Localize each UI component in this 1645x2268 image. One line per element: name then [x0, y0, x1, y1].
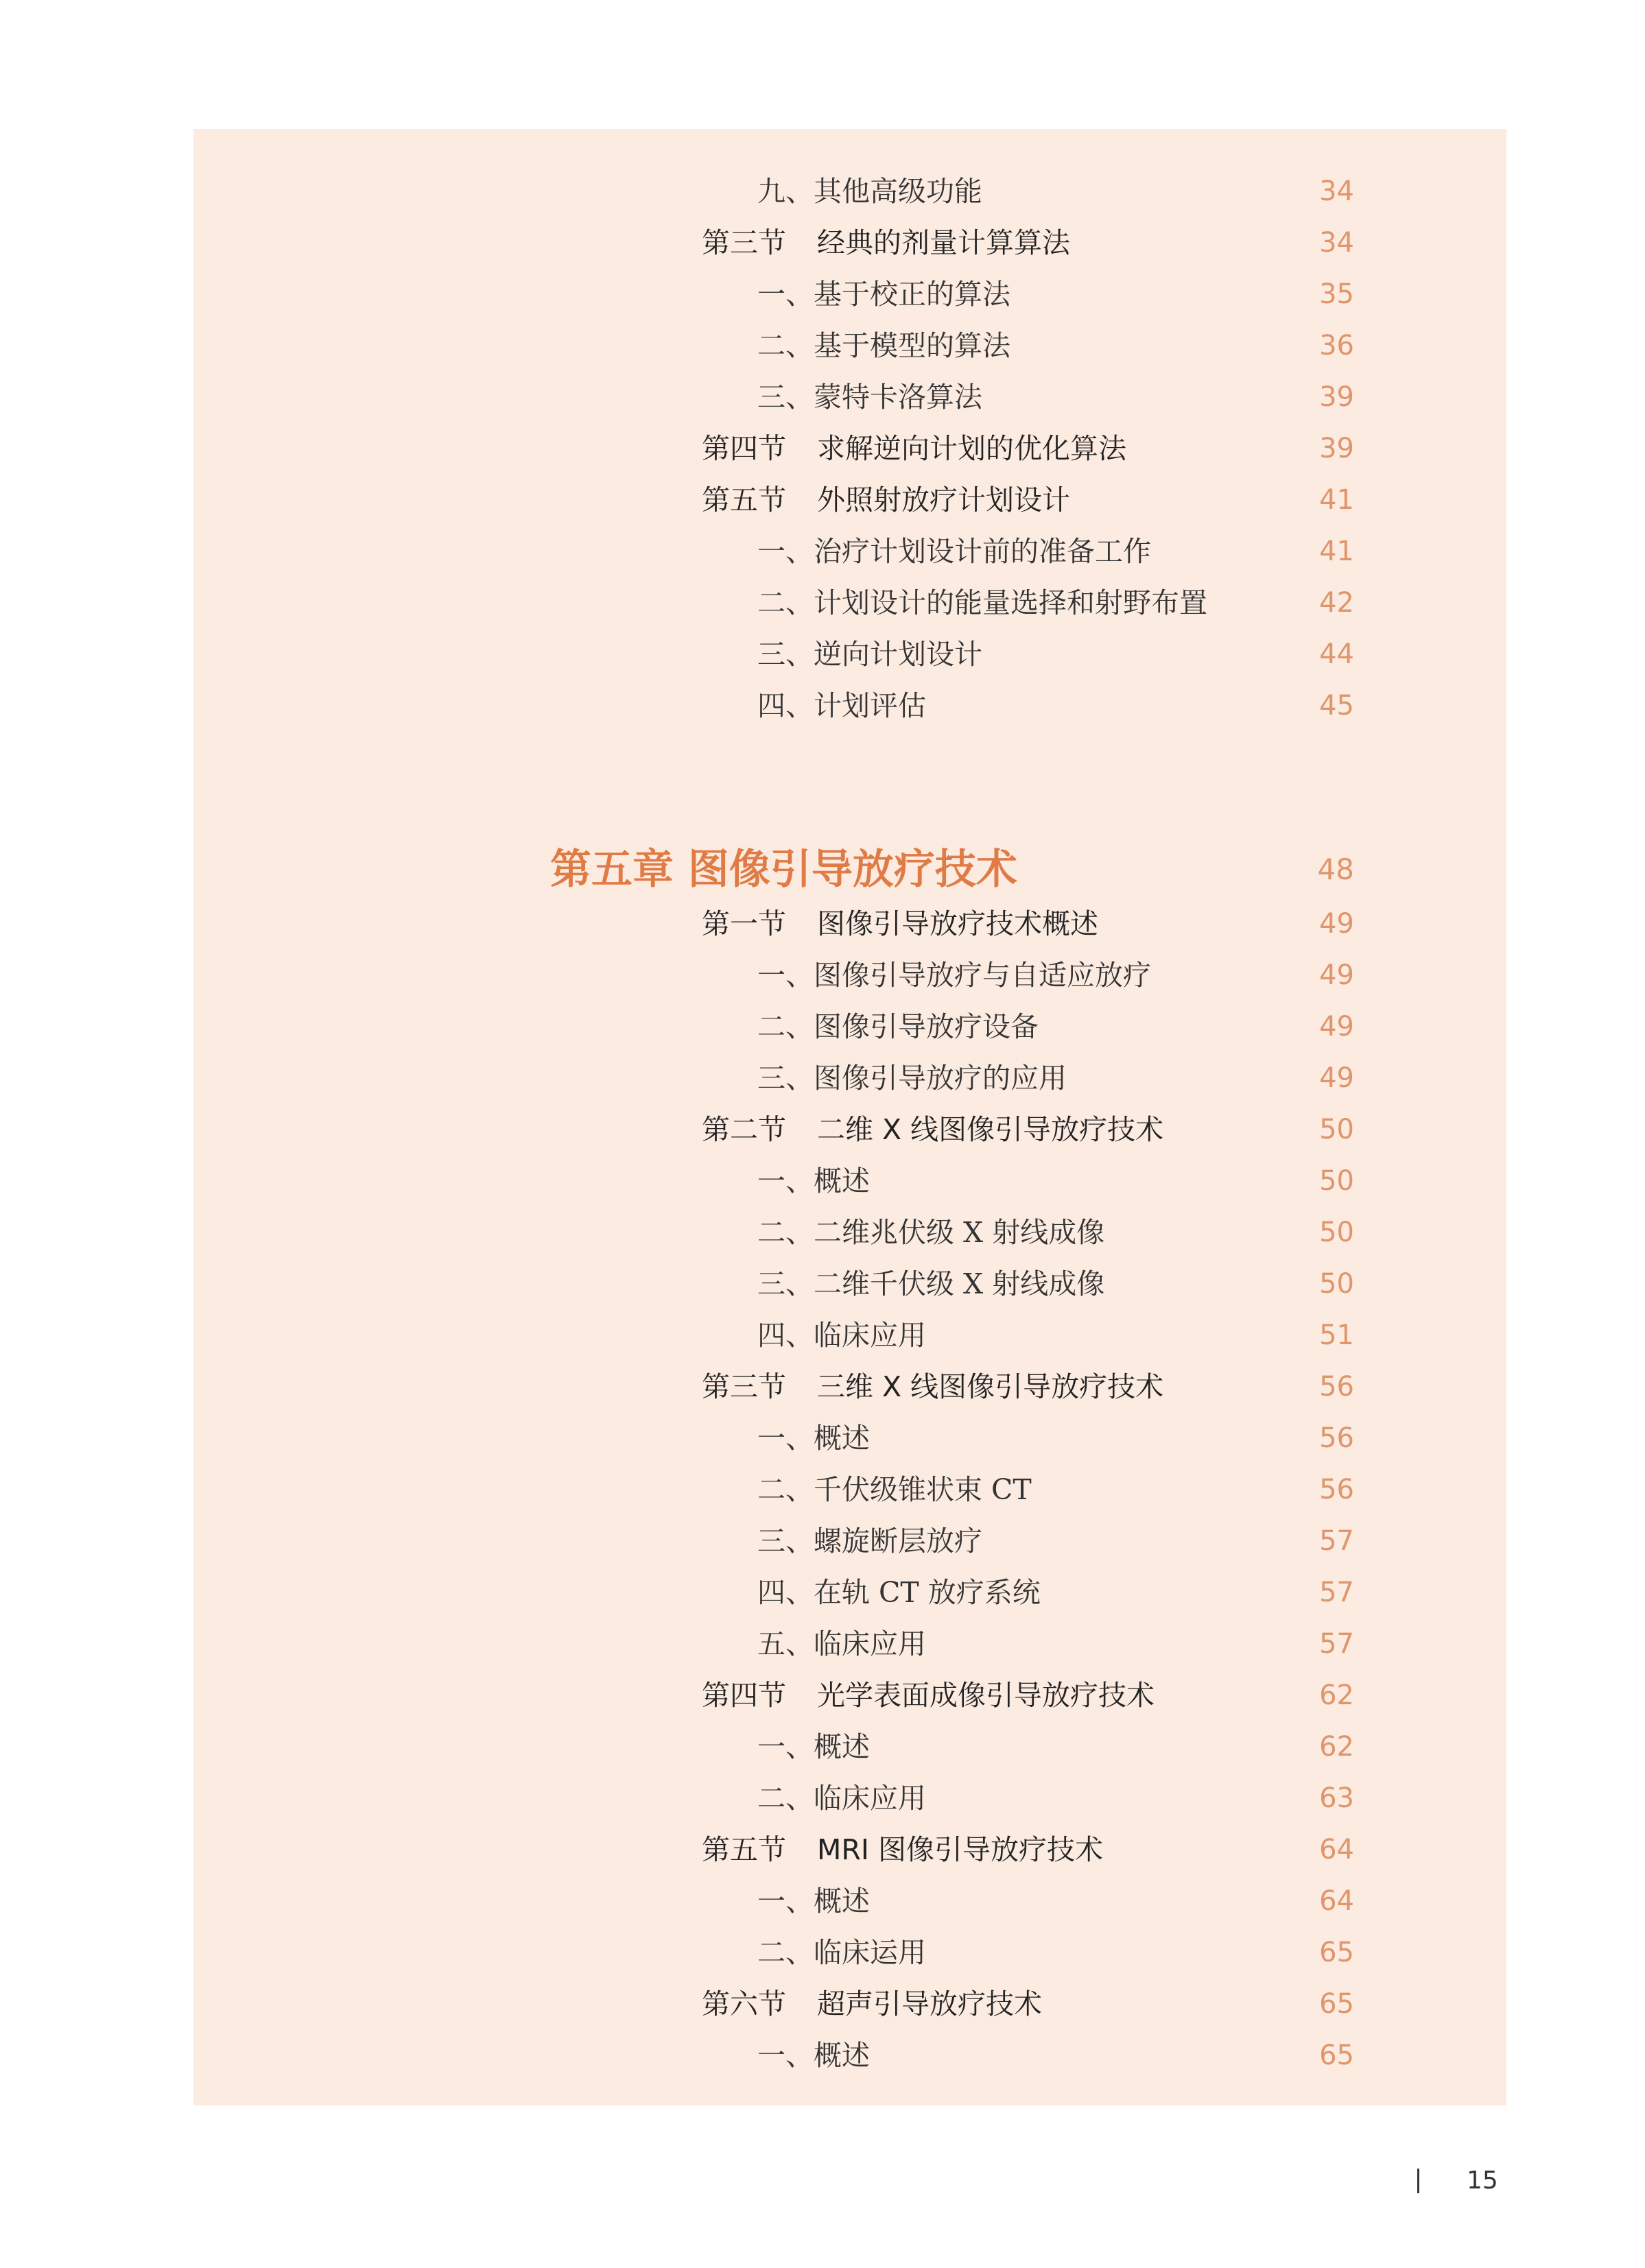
toc-page-number: 41	[1319, 536, 1354, 567]
toc-item[interactable]	[193, 629, 1506, 680]
toc-item-title: 二、基于模型的算法	[757, 329, 1010, 362]
toc-item[interactable]	[193, 577, 1506, 629]
toc-page-number: 57	[1319, 1628, 1354, 1660]
footer-divider	[1417, 2169, 1419, 2193]
toc-page-number: 56	[1319, 1422, 1354, 1454]
toc-page-number: 35	[1319, 278, 1354, 310]
toc-section[interactable]	[193, 1824, 1506, 1876]
toc-item-title: 一、图像引导放疗与自适应放疗	[757, 959, 1151, 992]
toc-item[interactable]	[193, 372, 1506, 423]
toc-section[interactable]	[193, 423, 1506, 475]
toc-section[interactable]	[193, 1670, 1506, 1721]
toc-page-number: 62	[1319, 1680, 1354, 1711]
toc-page-number: 64	[1319, 1834, 1354, 1865]
toc-section-number: 第一节	[702, 907, 786, 940]
toc-item-title: 一、基于校正的算法	[757, 278, 1010, 311]
toc-item-title: 三、二维千伏级 X 射线成像	[757, 1267, 1105, 1300]
toc-section-number: 第五节	[702, 484, 786, 516]
toc-section-title: 光学表面成像引导放疗技术	[817, 1679, 1155, 1712]
toc-page-number: 63	[1319, 1782, 1354, 1814]
toc-section-number: 第六节	[702, 1988, 786, 2020]
toc-item[interactable]	[193, 1619, 1506, 1670]
toc-page-number: 34	[1319, 227, 1354, 259]
toc-section-title: 外照射放疗计划设计	[817, 484, 1070, 516]
toc-page-number: 36	[1319, 330, 1354, 361]
toc-item[interactable]	[193, 1876, 1506, 1927]
toc-item[interactable]	[193, 1207, 1506, 1258]
toc-chapter[interactable]	[193, 835, 1506, 904]
toc-page-number: 45	[1319, 690, 1354, 721]
toc-page-number: 56	[1319, 1474, 1354, 1505]
toc-item-title: 二、千伏级锥状束 CT	[757, 1473, 1032, 1506]
toc-page-number: 49	[1319, 908, 1354, 940]
toc-panel	[193, 129, 1506, 2105]
toc-page-number: 65	[1319, 1937, 1354, 1968]
toc-section[interactable]	[193, 898, 1506, 950]
toc-item-title: 一、概述	[757, 1165, 870, 1197]
toc-section[interactable]	[193, 475, 1506, 526]
toc-item[interactable]	[193, 1258, 1506, 1310]
toc-item-title: 三、螺旋断层放疗	[757, 1525, 982, 1557]
toc-item[interactable]	[193, 1516, 1506, 1567]
toc-section-number: 第二节	[702, 1113, 786, 1146]
toc-chapter-title: 第五章 图像引导放疗技术	[550, 846, 1017, 894]
toc-page-number: 48	[1317, 852, 1354, 886]
toc-page-number: 49	[1319, 959, 1354, 991]
toc-section-title: 二维 X 线图像引导放疗技术	[817, 1113, 1164, 1146]
toc-page-number: 50	[1319, 1268, 1354, 1300]
toc-page-number: 49	[1319, 1011, 1354, 1042]
toc-item[interactable]	[193, 1053, 1506, 1104]
toc-page-number: 50	[1319, 1165, 1354, 1197]
toc-item[interactable]	[193, 950, 1506, 1001]
toc-page-number: 50	[1319, 1217, 1354, 1248]
toc-item[interactable]	[193, 1413, 1506, 1464]
toc-section[interactable]	[193, 217, 1506, 269]
toc-item-title: 四、在轨 CT 放疗系统	[757, 1576, 1041, 1609]
toc-page-number: 41	[1319, 484, 1354, 516]
toc-item-title: 一、概述	[757, 1730, 870, 1763]
toc-item[interactable]	[193, 166, 1506, 217]
toc-item-title: 二、计划设计的能量选择和射野布置	[757, 586, 1207, 619]
toc-item-title: 三、蒙特卡洛算法	[757, 381, 982, 414]
toc-item[interactable]	[193, 680, 1506, 732]
toc-item[interactable]	[193, 1001, 1506, 1053]
toc-item-title: 四、计划评估	[757, 689, 926, 722]
toc-page-number: 50	[1319, 1114, 1354, 1145]
toc-item-title: 二、临床运用	[757, 1936, 926, 1969]
toc-item-title: 二、二维兆伏级 X 射线成像	[757, 1216, 1105, 1249]
toc-page-number: 44	[1319, 638, 1354, 670]
toc-item-title: 一、概述	[757, 2039, 870, 2072]
toc-item[interactable]	[193, 1927, 1506, 1979]
toc-item[interactable]	[193, 1310, 1506, 1361]
toc-section-title: 图像引导放疗技术概述	[817, 907, 1098, 940]
toc-item[interactable]	[193, 1567, 1506, 1619]
toc-item[interactable]	[193, 1721, 1506, 1773]
toc-page-number: 62	[1319, 1731, 1354, 1763]
toc-section-number: 第三节	[702, 226, 786, 259]
toc-section-title: 三维 X 线图像引导放疗技术	[817, 1370, 1164, 1403]
toc-item-title: 二、图像引导放疗设备	[757, 1010, 1039, 1043]
toc-section-title: 求解逆向计划的优化算法	[817, 432, 1126, 465]
toc-page-number: 49	[1319, 1062, 1354, 1094]
toc-item[interactable]	[193, 2030, 1506, 2081]
toc-item[interactable]	[193, 526, 1506, 577]
toc-item-title: 九、其他高级功能	[757, 175, 982, 208]
toc-section-title: 超声引导放疗技术	[817, 1988, 1042, 2020]
toc-item[interactable]	[193, 1773, 1506, 1824]
toc-item[interactable]	[193, 320, 1506, 372]
toc-item-title: 五、临床应用	[757, 1627, 926, 1660]
toc-item-title: 二、临床应用	[757, 1782, 926, 1815]
toc-page-number: 42	[1319, 587, 1354, 619]
toc-page-number: 51	[1319, 1320, 1354, 1351]
page-number: 15	[1467, 2166, 1498, 2195]
toc-page-number: 65	[1319, 2040, 1354, 2071]
toc-section-title: 经典的剂量计算算法	[817, 226, 1070, 259]
toc-item-title: 一、概述	[757, 1422, 870, 1455]
toc-section-number: 第五节	[702, 1833, 786, 1866]
toc-item-title: 一、概述	[757, 1885, 870, 1918]
toc-page-number: 65	[1319, 1988, 1354, 2020]
toc-section-title: MRI 图像引导放疗技术	[817, 1833, 1103, 1866]
toc-page-number: 57	[1319, 1577, 1354, 1608]
toc-section[interactable]	[193, 1361, 1506, 1413]
toc-section-number: 第三节	[702, 1370, 786, 1403]
toc-section-number: 第四节	[702, 432, 786, 465]
toc-page-number: 57	[1319, 1525, 1354, 1557]
toc-page-number: 39	[1319, 433, 1354, 464]
toc-page-number: 39	[1319, 381, 1354, 413]
toc-item-title: 三、逆向计划设计	[757, 638, 982, 671]
toc-item-title: 一、治疗计划设计前的准备工作	[757, 535, 1151, 568]
toc-item-title: 四、临床应用	[757, 1319, 926, 1352]
toc-item[interactable]	[193, 269, 1506, 320]
toc-page-number: 56	[1319, 1371, 1354, 1402]
toc-section[interactable]	[193, 1979, 1506, 2030]
toc-section-number: 第四节	[702, 1679, 786, 1712]
toc-item[interactable]	[193, 1156, 1506, 1207]
toc-section[interactable]	[193, 1104, 1506, 1156]
toc-item[interactable]	[193, 1464, 1506, 1516]
toc-item-title: 三、图像引导放疗的应用	[757, 1062, 1067, 1095]
toc-page-number: 64	[1319, 1885, 1354, 1917]
toc-page-number: 34	[1319, 176, 1354, 207]
